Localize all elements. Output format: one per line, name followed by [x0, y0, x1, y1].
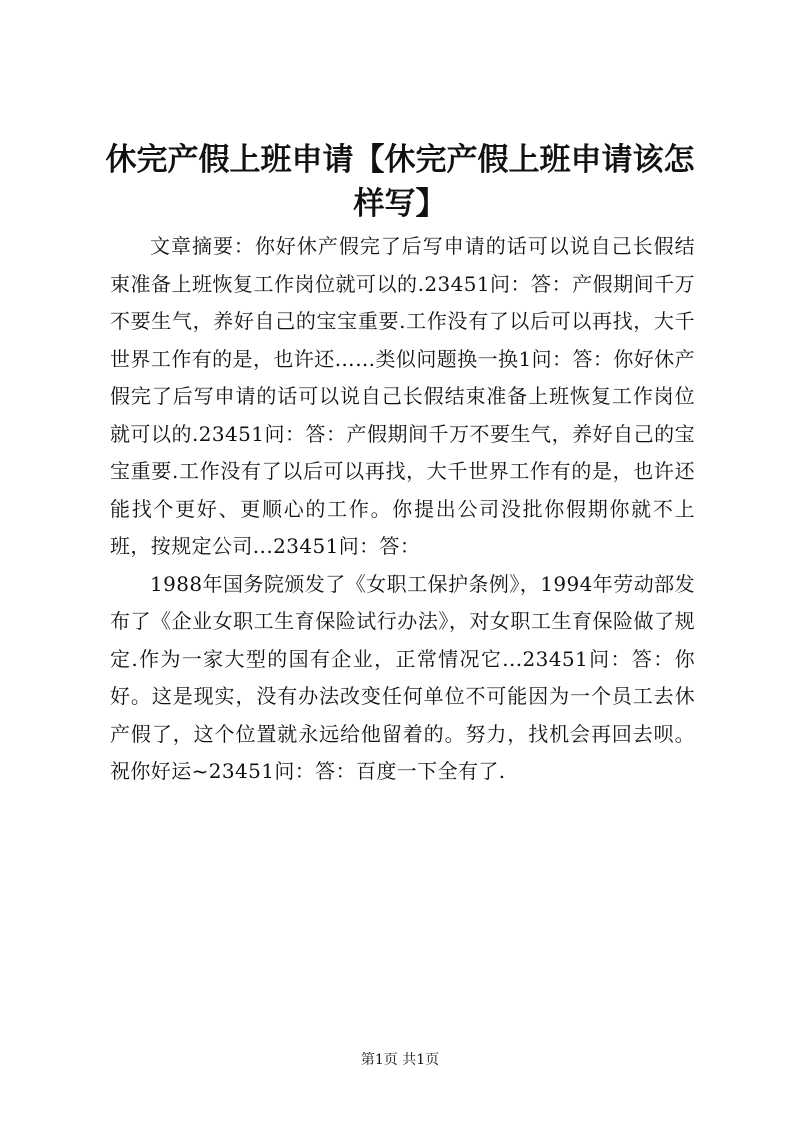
paragraph-summary: 文章摘要：你好休产假完了后写申请的话可以说自己长假结束准备上班恢复工作岗位就可以的.23451问：答：产假期间千万不要生气，养好自己的宝宝重要.工作没有了以后可以再找，大千世界工作有的是，也许还……类似问题换一换1问：答：你好休产假完了后写申请的话可以说自己长假结束准备上班恢复工作岗位就可以的.23451问：答：产假期间千万不要生气，养好自己的宝宝重要.工作没有了以后可以再找，大千世界工作有的是，也许还能找个更好、更顺心的工作。你提出公司没批你假期你就不上班，按规定公司...23451问：答：: [110, 234, 695, 558]
document-title: 休完产假上班申请【休完产假上班申请该怎样写】: [105, 142, 695, 222]
document-body: [110, 228, 695, 791]
paragraph-regulations: 1988年国务院颁发了《女职工保护条例》，1994年劳动部发布了《企业女职工生育保险试行办法》，对女职工生育保险做了规定.作为一家大型的国有企业，正常情况它...23451问：答：你好。这是现实，没有办法改变任何单位不可能因为一个员工去休产假了，这个位置就永远给他留着的。努力，找机会再回去呗。祝你好运~23451问：答：百度一下全有了.: [110, 571, 695, 783]
page-footer: 第1页 共1页: [360, 1052, 440, 1068]
